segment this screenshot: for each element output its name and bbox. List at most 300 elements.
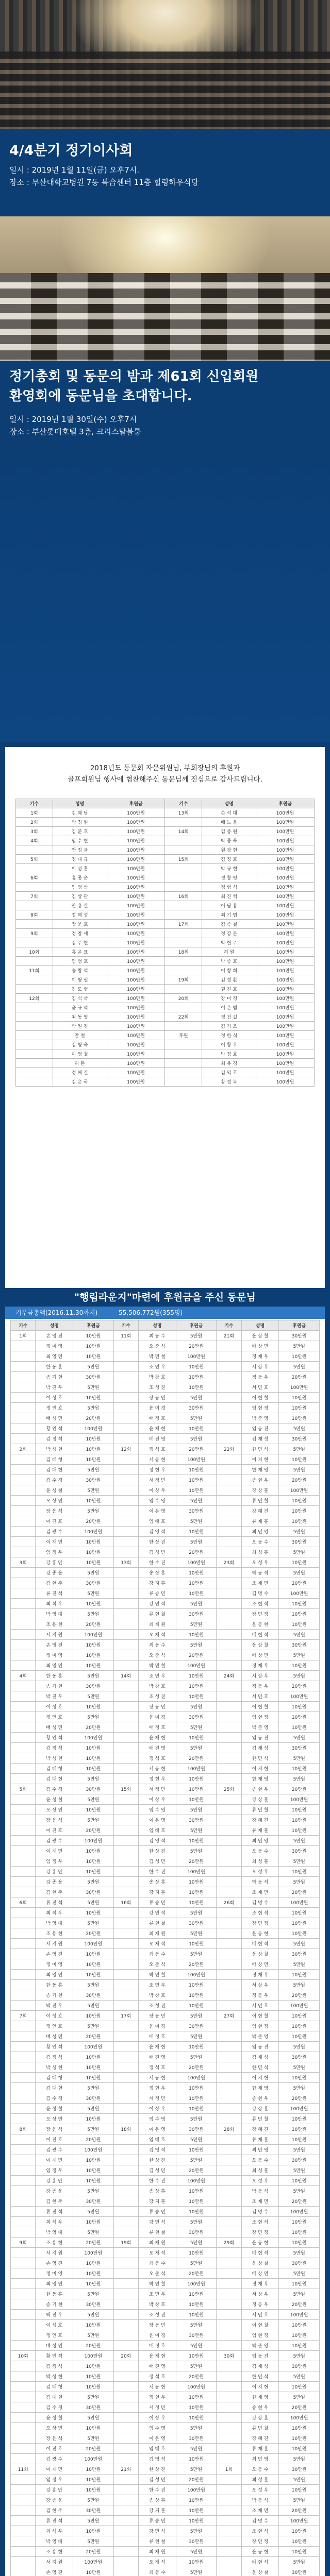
amount-cell: 5만원 xyxy=(73,1382,114,1393)
name-cell: 이 지 현 xyxy=(241,1454,279,1465)
table-row xyxy=(11,2444,320,2454)
amount-cell: 100만원 xyxy=(73,2557,114,2567)
name-cell: 최 재 원 xyxy=(139,1619,176,1630)
name-cell: 서 상 우 xyxy=(241,2289,279,2299)
name-cell: 류 현 철 xyxy=(139,1609,176,1619)
class-cell xyxy=(11,1970,36,1980)
amount-cell: 10만원 xyxy=(73,2165,114,2176)
amount-cell: 10만원 xyxy=(73,1331,114,1341)
name-cell: 김 명 수 xyxy=(241,2207,279,2217)
amount-cell: 20만원 xyxy=(279,2299,320,2310)
name-cell: 김 정 석 xyxy=(36,2361,73,2371)
table-cell: 박 현 주 xyxy=(202,938,256,947)
table-row xyxy=(11,2289,320,2299)
amount-cell: 10만원 xyxy=(176,2557,217,2567)
table-row xyxy=(11,1444,320,1454)
name-cell: 서 동 현 xyxy=(139,2382,176,2392)
class-cell xyxy=(113,1970,138,1980)
table-cell xyxy=(165,985,202,994)
table-row xyxy=(11,2361,320,2371)
name-cell: 송 기 현 xyxy=(36,2299,73,2310)
class-cell xyxy=(217,1794,241,1805)
table-row xyxy=(11,1764,320,1774)
table-row xyxy=(11,2279,320,2289)
amount-cell: 5만원 xyxy=(176,1516,217,1527)
class-cell xyxy=(217,2186,241,2196)
class-cell xyxy=(217,2104,241,2114)
class-cell xyxy=(113,1815,138,1825)
class-cell xyxy=(113,1990,138,2001)
name-cell: 정 현 우 xyxy=(139,1465,176,1475)
amount-cell: 5만원 xyxy=(73,1362,114,1372)
name-cell: 정 석 호 xyxy=(139,2062,176,2073)
table-cell: 100만원 xyxy=(256,1012,315,1022)
table-cell: 정 대 규 xyxy=(53,855,107,864)
table-row xyxy=(11,1959,320,1970)
amount-cell: 20만원 xyxy=(279,1887,320,1897)
class-cell xyxy=(113,2227,138,2238)
name-cell: 김 태 형 xyxy=(36,2382,73,2392)
table-cell xyxy=(16,975,53,985)
name-cell: 한 수 진 xyxy=(139,1867,176,1877)
amount-cell: 20만원 xyxy=(176,1650,217,1660)
name-cell: 김 재 성 xyxy=(241,1743,279,1753)
class-cell xyxy=(11,2330,36,2341)
amount-cell: 20만원 xyxy=(73,1516,114,1527)
table-row xyxy=(11,2351,320,2361)
name-cell: 배 진 영 xyxy=(139,1434,176,1444)
amount-cell: 10만원 xyxy=(73,2258,114,2268)
amount-cell: 5만원 xyxy=(279,2351,320,2361)
name-cell: 서 지 원 xyxy=(36,1630,73,1640)
class-cell xyxy=(113,1743,138,1753)
class-cell xyxy=(113,1846,138,1856)
class-cell xyxy=(11,1372,36,1382)
name-cell: 오 재 석 xyxy=(139,1939,176,1949)
name-cell: 배 현 석 xyxy=(241,1630,279,1640)
class-cell xyxy=(217,2176,241,2186)
name-cell: 송 상 훈 xyxy=(139,1568,176,1578)
amount-cell: 20만원 xyxy=(279,1578,320,1588)
amount-cell: 10만원 xyxy=(73,2062,114,2073)
amount-cell: 10만원 xyxy=(73,1496,114,1506)
amount-cell: 30만원 xyxy=(279,1743,320,1753)
name-cell: 장 동 민 xyxy=(139,1702,176,1712)
table-cell: 김 정 환 xyxy=(202,975,256,985)
table-cell: 김 기 조 xyxy=(202,1022,256,1031)
table-cell: 8회 xyxy=(16,910,53,920)
donation-period: 기부금총액(2016.11.30까지) xyxy=(15,1309,98,1316)
amount-cell: 5만원 xyxy=(279,1568,320,1578)
name-cell: 서 민 호 xyxy=(241,2001,279,2011)
amount-cell: 5만원 xyxy=(73,1815,114,1825)
name-cell: 강 민 석 xyxy=(139,2217,176,2227)
table-row xyxy=(16,920,315,929)
table-row xyxy=(11,2238,320,2248)
amount-cell: 10만원 xyxy=(279,2279,320,2289)
table-row xyxy=(11,2330,320,2341)
amount-cell: 20만원 xyxy=(176,2165,217,2176)
name-cell: 이 재 민 xyxy=(36,2155,73,2165)
name-cell: 한 동 훈 xyxy=(36,1980,73,1990)
name-cell: 정 동 우 xyxy=(241,2299,279,2310)
amount-cell: 10만원 xyxy=(176,1887,217,1897)
name-cell: 배 정 호 xyxy=(139,2031,176,2042)
amount-cell: 10만원 xyxy=(73,2155,114,2165)
name-cell: 박 준 영 xyxy=(241,1722,279,1733)
amount-cell: 10만원 xyxy=(73,1970,114,1980)
name-cell: 박 준 영 xyxy=(241,2341,279,2351)
table-row xyxy=(11,2485,320,2495)
table-cell: 100만원 xyxy=(107,845,165,855)
amount-cell: 10만원 xyxy=(176,1382,217,1393)
name-cell: 김 현 주 xyxy=(36,2505,73,2516)
name-cell: 임 정 우 xyxy=(36,2165,73,2176)
amount-cell: 5만원 xyxy=(176,2423,217,2433)
amount-cell: 5만원 xyxy=(73,2516,114,2526)
class-cell xyxy=(217,2052,241,2062)
amount-cell: 5만원 xyxy=(73,2536,114,2547)
amount-cell: 30만원 xyxy=(73,2505,114,2516)
name-cell: 강 지 훈 xyxy=(139,2196,176,2207)
class-cell xyxy=(217,2114,241,2124)
name-cell: 최 동 수 xyxy=(139,1640,176,1650)
amount-cell: 10만원 xyxy=(279,1867,320,1877)
amount-cell: 10만원 xyxy=(279,1702,320,1712)
class-cell xyxy=(11,1753,36,1764)
name-cell: 배 성 민 xyxy=(36,2341,73,2351)
table-row xyxy=(11,2227,320,2238)
class-cell xyxy=(11,2114,36,2124)
name-cell: 이 재 민 xyxy=(36,1537,73,1547)
table-cell xyxy=(16,1031,53,1040)
thanks-line-2: 골프회원님 행사에 협찬해주신 동문님께 진심으로 감사드립니다. xyxy=(68,775,262,784)
class-cell xyxy=(217,1537,241,1547)
name-cell: 정 현 우 xyxy=(139,1774,176,1784)
table-cell: 김 혜 남 xyxy=(53,808,107,818)
table-row xyxy=(11,1527,320,1537)
class-cell xyxy=(11,1660,36,1671)
class-cell xyxy=(11,1691,36,1702)
name-cell: 윤 상 철 xyxy=(241,2567,279,2576)
amount-cell: 20만원 xyxy=(176,2268,217,2279)
table-row xyxy=(16,901,315,910)
name-cell: 임 태 호 xyxy=(139,1825,176,1836)
table-row xyxy=(11,1413,320,1423)
name-cell: 오 준 석 xyxy=(139,2268,176,2279)
name-cell: 윤 동 현 xyxy=(241,1619,279,1630)
amount-cell: 30만원 xyxy=(279,1331,320,1341)
table-cell: 김 도 형 xyxy=(53,985,107,994)
amount-cell: 10만원 xyxy=(73,1660,114,1671)
table-row xyxy=(11,2104,320,2114)
class-cell xyxy=(113,2186,138,2196)
table-row xyxy=(11,1887,320,1897)
table-row xyxy=(16,1049,315,1059)
table-cell: 김 종 철 xyxy=(202,920,256,929)
class-cell xyxy=(217,1712,241,1722)
amount-cell: 100만원 xyxy=(279,2310,320,2320)
amount-cell: 5만원 xyxy=(176,1619,217,1630)
class-cell xyxy=(217,1990,241,2001)
amount-cell: 10만원 xyxy=(73,2073,114,2083)
class-cell: 17회 xyxy=(113,2011,138,2021)
amount-cell: 10만원 xyxy=(73,1434,114,1444)
class-cell xyxy=(113,1702,138,1712)
table-cell: 최 유 경 xyxy=(202,1059,256,1068)
table-cell: 김 상 관 xyxy=(53,892,107,901)
class-cell xyxy=(11,1702,36,1712)
class-cell xyxy=(113,2330,138,2341)
table-cell: 100만원 xyxy=(107,947,165,957)
class-cell xyxy=(11,2001,36,2011)
table-row xyxy=(16,1022,315,1031)
amount-cell: 100만원 xyxy=(73,2454,114,2464)
name-cell: 조 용 현 xyxy=(36,1619,73,1630)
name-cell: 박 진 우 xyxy=(36,2001,73,2011)
class-cell xyxy=(217,2227,241,2238)
class-cell xyxy=(217,2505,241,2516)
table-cell: 안 용 실 xyxy=(53,901,107,910)
name-cell: 최 성 훈 xyxy=(241,1547,279,1557)
name-cell: 임 현 정 xyxy=(241,1403,279,1413)
name-cell: 한 민 석 xyxy=(241,1753,279,1764)
amount-cell: 100만원 xyxy=(176,2073,217,2083)
amount-cell: 10만원 xyxy=(73,1557,114,1568)
amount-cell: 10만원 xyxy=(73,1650,114,1660)
amount-cell: 5만원 xyxy=(279,2475,320,2485)
class-cell xyxy=(11,1619,36,1630)
class-cell xyxy=(113,1836,138,1846)
table-row xyxy=(11,2392,320,2402)
class-cell xyxy=(11,2475,36,2485)
table-row xyxy=(11,1640,320,1650)
amount-cell: 5만원 xyxy=(73,1485,114,1496)
class-cell xyxy=(11,1527,36,1537)
name-cell: 서 민 호 xyxy=(241,2310,279,2320)
amount-cell: 20만원 xyxy=(176,2475,217,2485)
name-cell: 류 승 민 xyxy=(139,1897,176,1908)
table-row xyxy=(11,1980,320,1990)
name-cell: 김 수 경 xyxy=(36,2402,73,2413)
table-cell: 100만원 xyxy=(107,1040,165,1049)
table-cell xyxy=(165,1068,202,1077)
table-cell: 손 석 대 xyxy=(202,808,256,818)
class-cell xyxy=(11,2341,36,2351)
table-row xyxy=(16,910,315,920)
table-cell xyxy=(165,845,202,855)
class-cell xyxy=(113,1465,138,1475)
table-row xyxy=(16,883,315,892)
class-cell xyxy=(113,1588,138,1599)
table-header-row xyxy=(11,1320,320,1331)
class-cell xyxy=(11,1506,36,1516)
table-cell: 10회 xyxy=(16,947,53,957)
amount-cell: 5만원 xyxy=(176,2011,217,2021)
class-cell xyxy=(217,1939,241,1949)
name-cell: 서 정 민 xyxy=(139,2402,176,2413)
table-row xyxy=(16,1031,315,1040)
class-cell xyxy=(113,2134,138,2145)
amount-cell: 5만원 xyxy=(279,2042,320,2052)
name-cell: 김 명 수 xyxy=(241,1588,279,1599)
amount-cell: 30만원 xyxy=(279,1434,320,1444)
amount-cell: 10만원 xyxy=(176,2454,217,2464)
class-cell xyxy=(113,1959,138,1970)
amount-cell: 5만원 xyxy=(176,1722,217,1733)
class-cell xyxy=(11,1578,36,1588)
table-row xyxy=(11,1475,320,1485)
table-row xyxy=(16,929,315,938)
table-cell xyxy=(16,957,53,966)
name-cell: 류 민 철 xyxy=(241,1805,279,1815)
table-cell xyxy=(165,1077,202,1087)
amount-cell: 30만원 xyxy=(279,2464,320,2475)
amount-cell: 5만원 xyxy=(176,1537,217,1547)
class-cell xyxy=(217,2031,241,2042)
amount-cell: 30만원 xyxy=(176,1403,217,1413)
name-cell: 김 정 석 xyxy=(36,1743,73,1753)
name-cell: 박 창 호 xyxy=(139,1990,176,2001)
class-cell: 19회 xyxy=(113,2238,138,2248)
name-cell: 김 대 현 xyxy=(36,1465,73,1475)
name-cell: 서 동 현 xyxy=(139,2073,176,2083)
amount-cell: 30만원 xyxy=(176,1506,217,1516)
amount-cell: 10만원 xyxy=(279,1815,320,1825)
class-cell xyxy=(11,2134,36,2145)
name-cell: 한 재 영 xyxy=(241,2392,279,2402)
name-cell: 박 영 대 xyxy=(36,1609,73,1619)
class-cell xyxy=(11,1403,36,1413)
name-cell: 강 지 훈 xyxy=(139,1887,176,1897)
name-cell: 정 미 영 xyxy=(36,1341,73,1351)
name-cell: 윤 재 현 xyxy=(139,1423,176,1434)
class-cell xyxy=(217,2341,241,2351)
amount-cell: 10만원 xyxy=(176,2289,217,2299)
table-row xyxy=(11,1753,320,1764)
amount-cell: 5만원 xyxy=(279,2268,320,2279)
table-row xyxy=(11,1702,320,1712)
name-cell: 박 성 현 xyxy=(36,2371,73,2382)
class-cell xyxy=(113,1413,138,1423)
amount-cell: 100만원 xyxy=(73,2145,114,2155)
table-row xyxy=(11,1743,320,1753)
amount-cell: 10만원 xyxy=(73,1454,114,1465)
table-row xyxy=(11,2031,320,2042)
class-cell xyxy=(11,2505,36,2516)
table-cell: 100만원 xyxy=(256,929,315,938)
name-cell: 최 석 우 xyxy=(36,2217,73,2227)
amount-cell: 30만원 xyxy=(73,1372,114,1382)
class-cell: 26회 xyxy=(217,1897,241,1908)
amount-cell: 10만원 xyxy=(176,1475,217,1485)
class-cell xyxy=(11,1887,36,1897)
amount-cell: 5만원 xyxy=(176,2567,217,2576)
table-row xyxy=(11,2382,320,2392)
name-cell: 박 영 대 xyxy=(36,2227,73,2238)
class-cell: 4회 xyxy=(11,1671,36,1681)
class-cell: 11회 xyxy=(113,1331,138,1341)
class-cell xyxy=(217,2310,241,2320)
table-cell: 7회 xyxy=(16,892,53,901)
table-row xyxy=(11,2155,320,2165)
amount-cell: 30만원 xyxy=(176,2227,217,2238)
class-cell xyxy=(217,1351,241,1362)
name-cell: 송 상 훈 xyxy=(139,1877,176,1887)
table-row xyxy=(11,1537,320,1547)
board-meeting-title: 4/4분기 정기이사회 xyxy=(9,143,133,159)
name-cell: 조 재 민 xyxy=(241,1887,279,1897)
amount-cell: 10만원 xyxy=(279,1619,320,1630)
table-header-cell: 성명 xyxy=(241,1320,279,1331)
name-cell: 류 현 철 xyxy=(139,1918,176,1928)
table-cell: 100만원 xyxy=(107,920,165,929)
table-header-cell: 성명 xyxy=(53,799,107,808)
class-cell xyxy=(217,1650,241,1660)
class-cell xyxy=(11,1599,36,1609)
amount-cell: 10만원 xyxy=(176,1877,217,1887)
advisor-donation-table xyxy=(15,799,315,1087)
amount-cell: 100만원 xyxy=(73,1733,114,1743)
amount-cell: 10만원 xyxy=(176,1465,217,1475)
table-cell: 이 남 용 xyxy=(202,901,256,910)
name-cell: 임 수 영 xyxy=(139,2114,176,2124)
class-cell xyxy=(11,1949,36,1959)
amount-cell: 10만원 xyxy=(176,2505,217,2516)
table-cell: 100만원 xyxy=(256,808,315,818)
name-cell: 최 영 민 xyxy=(36,1970,73,1980)
amount-cell: 10만원 xyxy=(73,1599,114,1609)
table-row xyxy=(11,1650,320,1660)
board-meeting-date: 일시 : 2019년 1월 11일(금) 오후7시. xyxy=(9,165,140,175)
amount-cell: 20만원 xyxy=(279,1681,320,1691)
name-cell: 강 상 훈 xyxy=(241,2104,279,2114)
table-row xyxy=(16,892,315,901)
name-cell: 이 진 호 xyxy=(36,2444,73,2454)
amount-cell: 10만원 xyxy=(279,2423,320,2433)
class-cell xyxy=(217,2547,241,2557)
class-cell xyxy=(217,1877,241,1887)
amount-cell: 5만원 xyxy=(279,2392,320,2402)
table-row xyxy=(16,1068,315,1077)
table-row xyxy=(16,836,315,845)
class-cell xyxy=(113,1908,138,1918)
name-cell: 박 동 석 xyxy=(241,2186,279,2196)
name-cell: 한 민 석 xyxy=(241,2371,279,2382)
amount-cell: 30만원 xyxy=(176,2536,217,2547)
class-cell xyxy=(217,1619,241,1630)
table-cell: 홍 은 표 xyxy=(53,947,107,957)
name-cell: 한 상 진 xyxy=(139,2464,176,2475)
class-cell xyxy=(11,1362,36,1372)
name-cell: 오 성 우 xyxy=(241,1867,279,1877)
amount-cell: 5만원 xyxy=(73,1712,114,1722)
amount-cell: 10만원 xyxy=(176,2351,217,2361)
amount-cell: 5만원 xyxy=(279,1423,320,1434)
class-cell xyxy=(217,2423,241,2433)
name-cell: 정 재 우 xyxy=(241,1970,279,1980)
class-cell xyxy=(11,2444,36,2454)
name-cell: 윤 동 현 xyxy=(241,1928,279,1939)
amount-cell: 5만원 xyxy=(73,1671,114,1681)
amount-cell: 20만원 xyxy=(73,2134,114,2145)
amount-cell: 10만원 xyxy=(279,1599,320,1609)
amount-cell: 10만원 xyxy=(279,1351,320,1362)
class-cell xyxy=(11,1990,36,2001)
amount-cell: 100만원 xyxy=(279,1382,320,1393)
amount-cell: 10만원 xyxy=(279,1928,320,1939)
table-row xyxy=(11,1362,320,1372)
